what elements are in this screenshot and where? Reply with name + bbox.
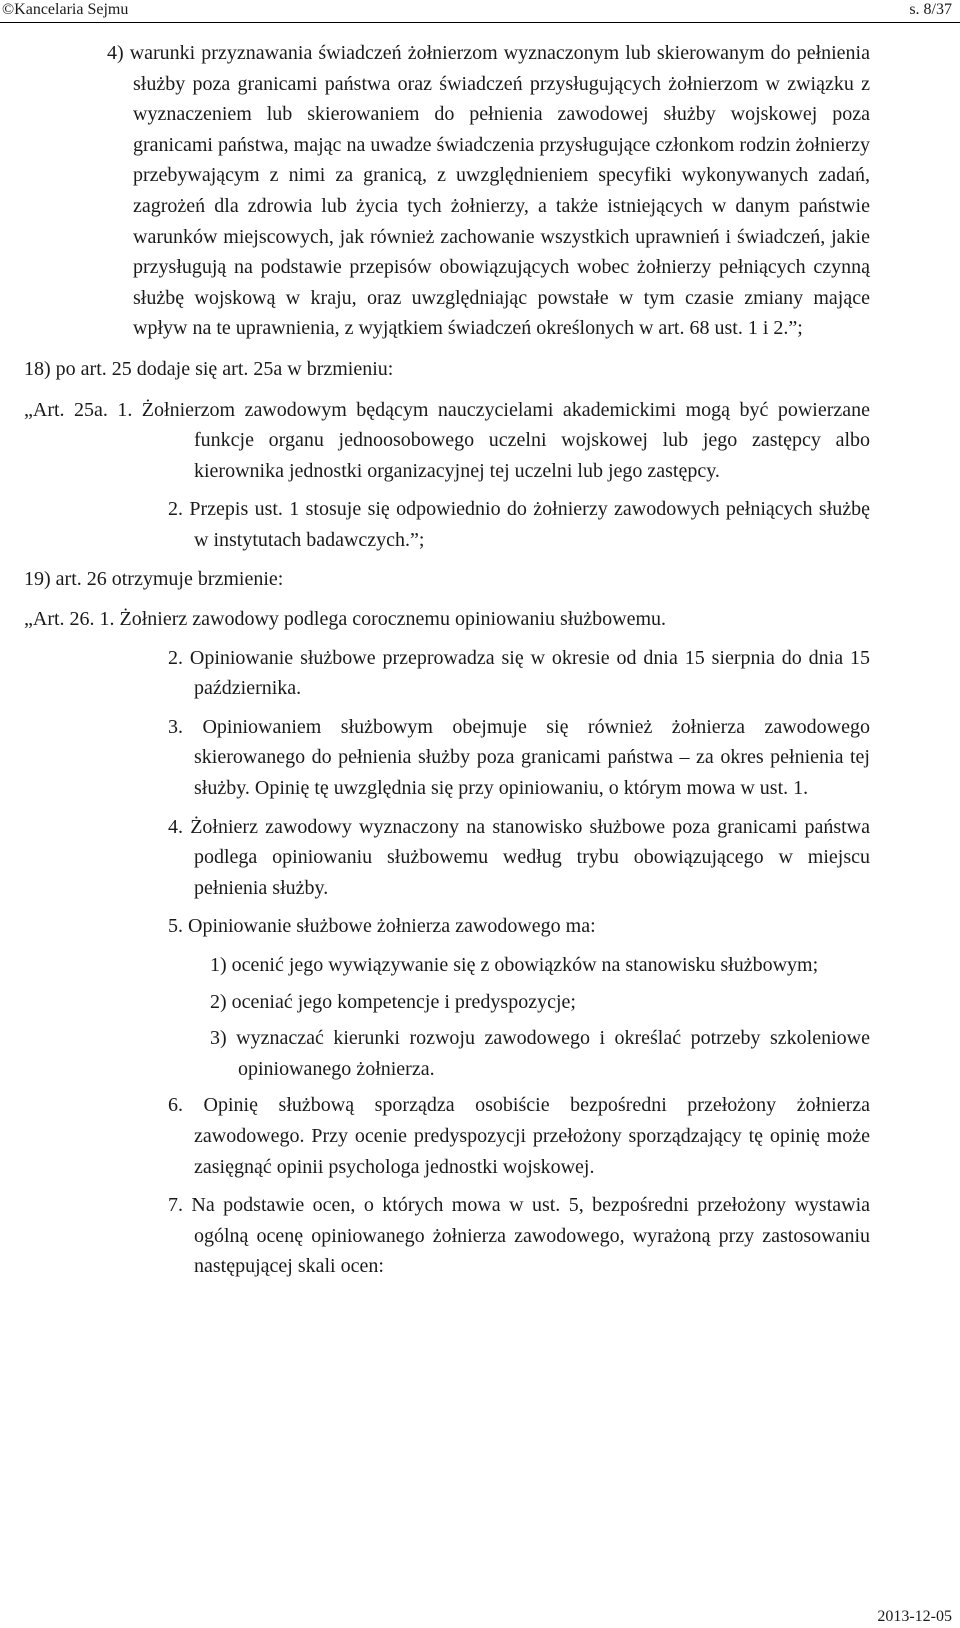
- art-25a-ust-1: „Art. 25a. 1. Żołnierzom zawodowym będącym nauczycielami akademickimi mogą być powierzane funkcje organu jednoosobowego uczelni wojskowej lub jego zastępcy albo kierownika jednostki organizacyjnej tej uczelni lub jego zastępcy.: [24, 398, 870, 482]
- art-26-ust-6: 6. Opinię służbową sporządza osobiście bezpośredni przełożony żołnierza zawodowego. Przy ocenie predyspozycji przełożony sporządzający tę opinię może zasięgnąć opinii psychologa jednostki wojskowej.: [168, 1094, 870, 1178]
- ust-5-point-2: 2) oceniać jego kompetencje i predyspozycje;: [210, 990, 576, 1013]
- page-number: s. 8/37: [909, 1, 952, 18]
- footer-date: 2013-12-05: [877, 1608, 952, 1625]
- point-18: 18) po art. 25 dodaje się art. 25a w brzmieniu:: [24, 357, 394, 380]
- art-26-ust-7: 7. Na podstawie ocen, o których mowa w ust. 5, bezpośredni przełożony wystawia ogólną ocenę opiniowanego żołnierza zawodowego, wyrażoną przy zastosowaniu następującej skali ocen:: [168, 1194, 870, 1278]
- item-4-paragraph: 4) warunki przyznawania świadczeń żołnierzom wyznaczonym lub skierowanym do pełnienia służby poza granicami państwa oraz świadczeń przysługujących żołnierzom w związku z wyznaczeniem lub skierowaniem do pełnienia zawodowej służby wojskowej poza granicami państwa, mając na uwadze świadczenia przysługujące członkom rodzin żołnierzy przebywającym z nimi za granicą, z uwzględnieniem specyfiki wykonywanych zadań, zagrożeń dla zdrowia lub życia tych żołnierzy, a także istniejących w danym państwie warunków miejscowych, jak również zachowanie wszystkich uprawnień i świadczeń, jakie przysługują na podstawie przepisów obowiązujących wobec żołnierzy pełniących czynną służbę wojskową w kraju, oraz uwzględniając powstałe w tym czasie zmiany mające wpływ na te uprawnienia, z wyjątkiem świadczeń określonych w art. 68 ust. 1 i 2.”;: [107, 42, 870, 340]
- ust-5-point-1: 1) ocenić jego wywiązywanie się z obowiązków na stanowisku służbowym;: [210, 954, 819, 977]
- art-26-ust-5: 5. Opiniowanie służbowe żołnierza zawodowego ma:: [168, 915, 596, 938]
- document-body: [0, 38, 960, 1290]
- art-26-ust-4: 4. Żołnierz zawodowy wyznaczony na stanowisko służbowe poza granicami państwa podlega opiniowaniu służbowemu według trybu obowiązującego w miejscu pełnienia służby.: [168, 815, 870, 899]
- ust-5-point-3: 3) wyznaczać kierunki rozwoju zawodowego i określać potrzeby szkoleniowe opiniowanego żołnierza.: [210, 1027, 870, 1080]
- art-25a-ust-2: 2. Przepis ust. 1 stosuje się odpowiednio do żołnierzy zawodowych pełniących służbę w instytutach badawczych.”;: [168, 498, 870, 551]
- point-19: 19) art. 26 otrzymuje brzmienie:: [24, 567, 284, 590]
- header-source: ©Kancelaria Sejmu: [2, 1, 129, 18]
- art-26-ust-2: 2. Opiniowanie służbowe przeprowadza się w okresie od dnia 15 sierpnia do dnia 15 października.: [168, 646, 870, 700]
- art-26-ust-1: „Art. 26. 1. Żołnierz zawodowy podlega corocznemu opiniowaniu służbowemu.: [24, 608, 667, 631]
- page-header: [0, 0, 960, 23]
- art-26-ust-3: 3. Opiniowaniem służbowym obejmuje się również żołnierza zawodowego skierowanego do pełnienia służby poza granicami państwa – za okres pełnienia tej służby. Opinię tę uwzględnia się przy opiniowaniu, o którym mowa w ust. 1.: [168, 715, 870, 800]
